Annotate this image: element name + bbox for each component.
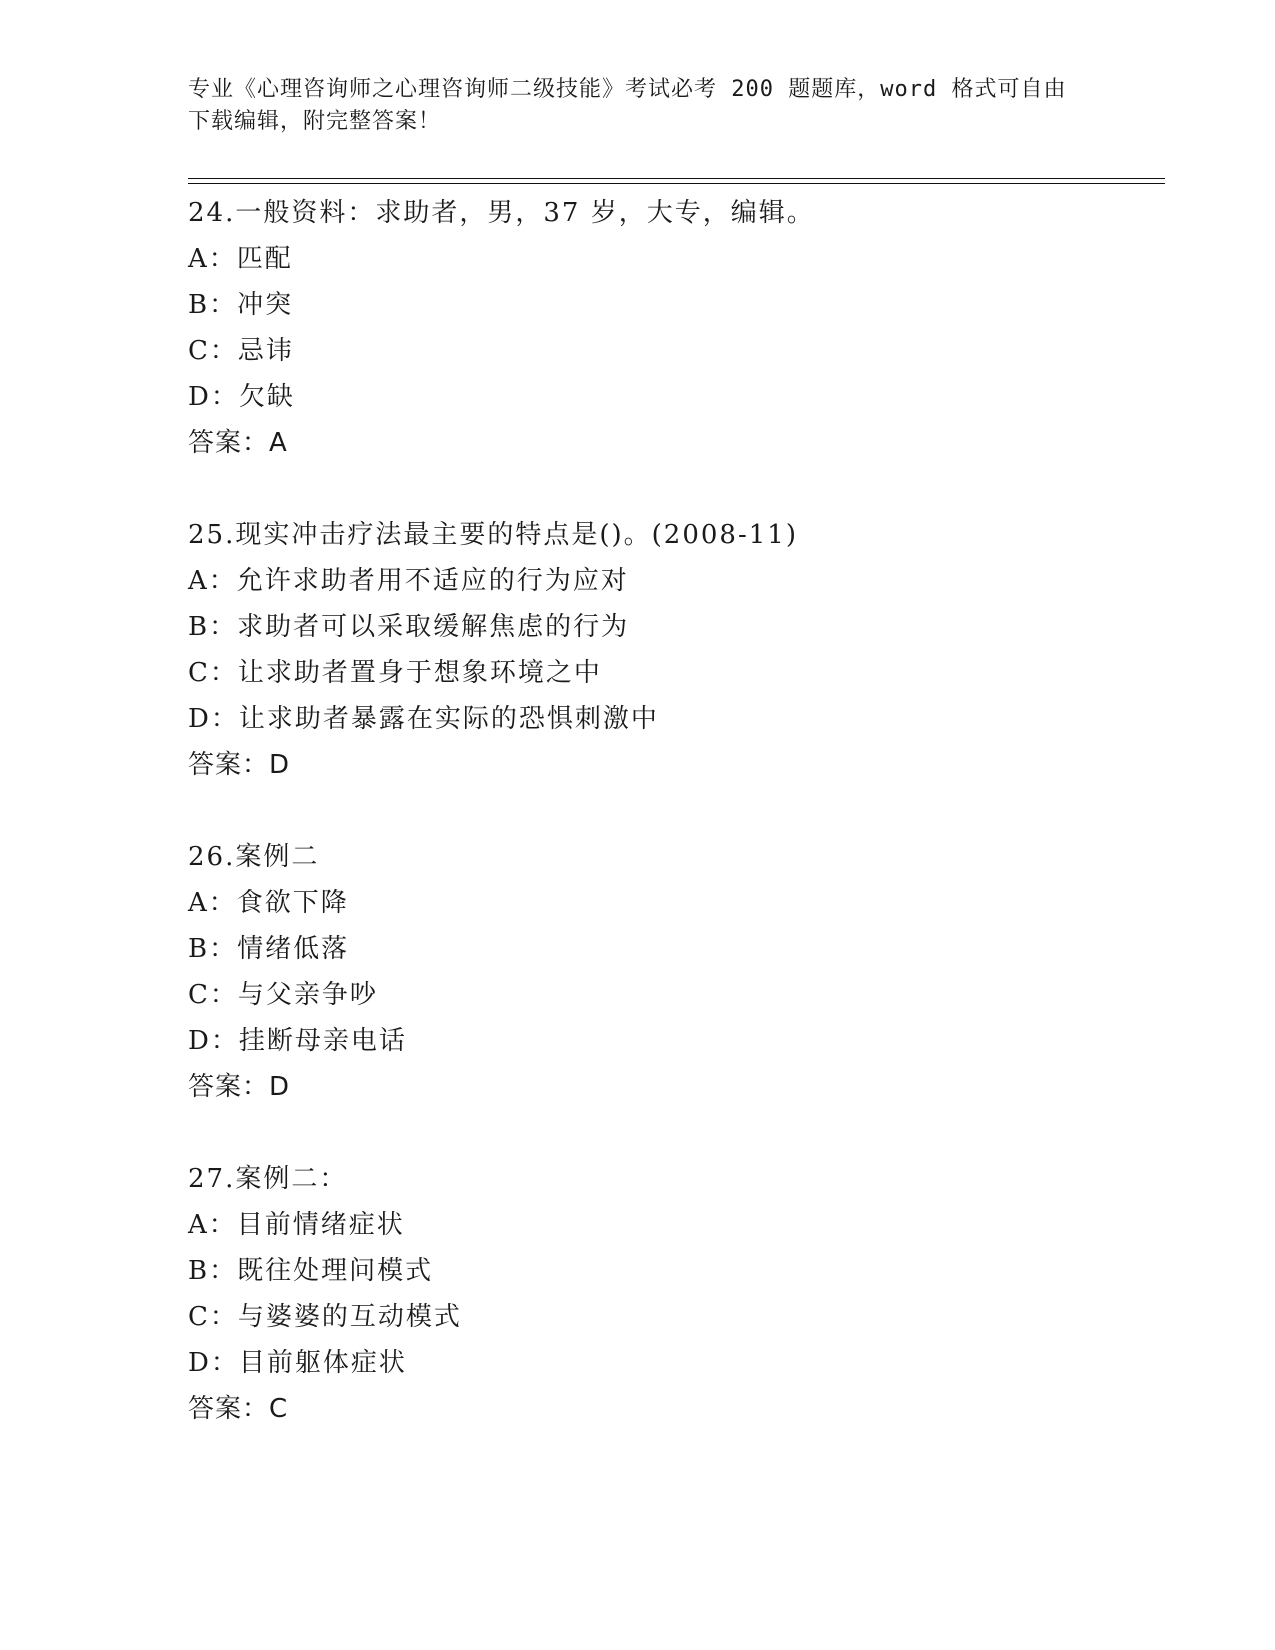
option-text: 情绪低落 xyxy=(237,934,350,964)
answer-line: 答案：D xyxy=(188,1072,291,1102)
option-b xyxy=(188,282,1165,328)
answer-line: 答案：D xyxy=(188,750,291,780)
option-a xyxy=(188,558,1165,604)
question-stem: 26.案例二 xyxy=(188,842,320,872)
option-text: 既往处理问模式 xyxy=(237,1256,434,1286)
answer-line: 答案：C xyxy=(188,1394,289,1424)
question-stem: 24.一般资料：求助者，男，37 岁，大专，编辑。 xyxy=(188,198,815,228)
option-key: A： xyxy=(188,566,237,596)
option-key: D： xyxy=(188,382,239,412)
option-text: 挂断母亲电话 xyxy=(238,1026,407,1056)
option-key: A： xyxy=(188,1210,237,1240)
option-key: B： xyxy=(188,612,238,642)
option-a xyxy=(188,236,1165,282)
option-text: 让求助者暴露在实际的恐惧刺激中 xyxy=(238,704,659,734)
option-text: 食欲下降 xyxy=(236,888,349,918)
option-d xyxy=(188,374,1165,420)
question-25 xyxy=(188,512,1165,788)
option-text: 欠缺 xyxy=(238,382,295,412)
option-text: 求助者可以采取缓解焦虑的行为 xyxy=(237,612,630,642)
option-d xyxy=(188,1018,1165,1064)
question-24 xyxy=(188,190,1165,466)
option-text: 与婆婆的互动模式 xyxy=(237,1302,462,1332)
option-d xyxy=(188,696,1165,742)
question-26 xyxy=(188,834,1165,1110)
option-text: 匹配 xyxy=(236,244,293,274)
option-key: A： xyxy=(188,244,237,274)
option-text: 允许求助者用不适应的行为应对 xyxy=(236,566,629,596)
option-key: B： xyxy=(188,1256,238,1286)
option-b xyxy=(188,926,1165,972)
answer-line: 答案：A xyxy=(188,428,288,458)
header-divider-bottom xyxy=(188,183,1165,184)
option-text: 目前躯体症状 xyxy=(238,1348,407,1378)
option-c xyxy=(188,972,1165,1018)
option-text: 让求助者置身于想象环境之中 xyxy=(237,658,602,688)
option-b xyxy=(188,604,1165,650)
option-key: D： xyxy=(188,1026,239,1056)
option-text: 与父亲争吵 xyxy=(237,980,378,1010)
option-text: 冲突 xyxy=(237,290,294,320)
option-key: C： xyxy=(188,980,238,1010)
question-stem: 27.案例二： xyxy=(188,1164,348,1194)
question-stem: 25.现实冲击疗法最主要的特点是()。(2008-11) xyxy=(188,520,798,550)
question-27 xyxy=(188,1156,1165,1432)
option-key: B： xyxy=(188,934,238,964)
option-text: 忌讳 xyxy=(237,336,294,366)
option-d xyxy=(188,1340,1165,1386)
header-divider-top xyxy=(188,178,1165,179)
option-key: D： xyxy=(188,704,239,734)
option-text: 目前情绪症状 xyxy=(236,1210,405,1240)
option-c xyxy=(188,1294,1165,1340)
option-key: C： xyxy=(188,658,238,688)
option-key: B： xyxy=(188,290,238,320)
option-key: C： xyxy=(188,1302,238,1332)
question-list xyxy=(188,190,1165,1478)
option-c xyxy=(188,650,1165,696)
option-a xyxy=(188,880,1165,926)
option-key: C： xyxy=(188,336,238,366)
option-key: D： xyxy=(188,1348,239,1378)
document-intro: 专业《心理咨询师之心理咨询师二级技能》考试必考 200 题题库，word 格式可自由下载编辑，附完整答案！ xyxy=(188,77,1067,134)
option-a xyxy=(188,1202,1165,1248)
option-b xyxy=(188,1248,1165,1294)
option-key: A： xyxy=(188,888,237,918)
option-c xyxy=(188,328,1165,374)
